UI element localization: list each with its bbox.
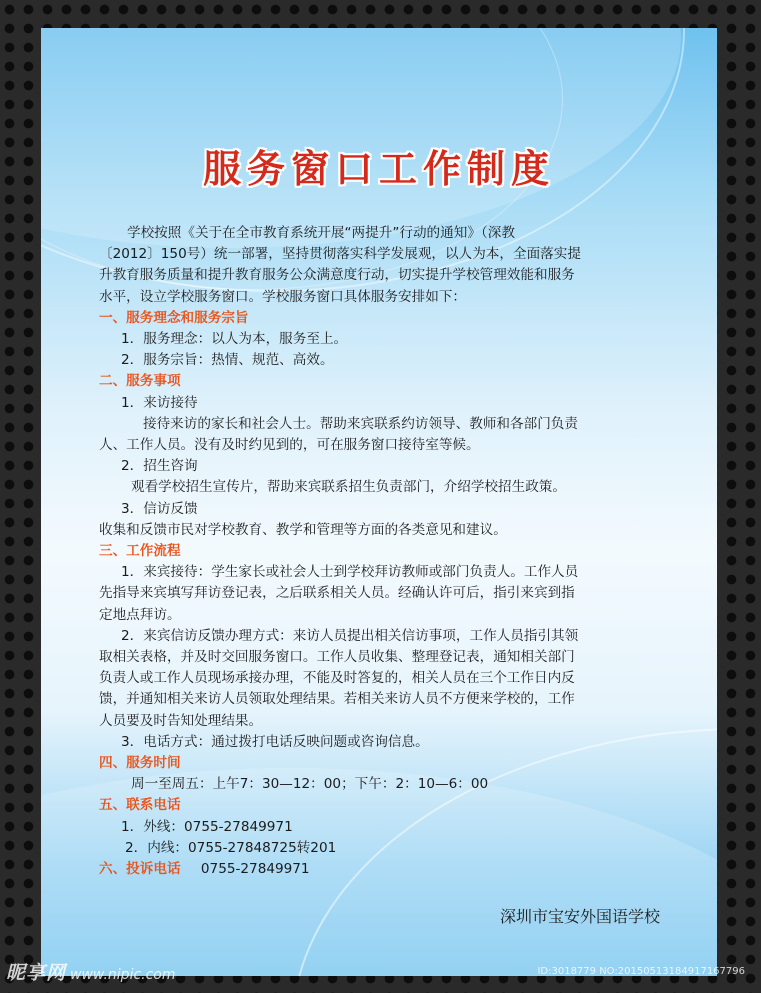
intro-line: 升教育服务质量和提升教育服务公众满意度行动，切实提升学校管理效能和服务	[99, 267, 575, 284]
paragraph-line: 人、工作人员。没有及时约见到的，可在服务窗口接待室等候。	[99, 437, 480, 454]
list-item: 3．信访反馈	[121, 500, 198, 517]
image-id-caption: ID:3018779 NO:20150513184917167796	[537, 966, 745, 977]
phone-external: 1．外线：0755-27849971	[121, 818, 293, 835]
intro-line: 水平，设立学校服务窗口。学校服务窗口具体服务安排如下：	[99, 288, 467, 305]
section-heading: 五、联系电话	[99, 797, 181, 814]
paragraph-line: 1．来宾接待：学生家长或社会人士到学校拜访教师或部门负责人。工作人员	[121, 564, 579, 581]
watermark-logo	[6, 958, 176, 985]
paragraph-line: 观看学校招生宣传片，帮助来宾联系招生负责部门，介绍学校招生政策。	[131, 479, 566, 496]
section-heading: 一、服务理念和服务宗旨	[99, 309, 249, 326]
section-heading: 四、服务时间	[99, 755, 181, 772]
list-item: 2．服务宗旨：热情、规范、高效。	[121, 352, 334, 369]
watermark-brand: 昵享网	[6, 962, 67, 984]
section-heading: 六、投诉电话	[99, 861, 181, 878]
paragraph-line: 2．来宾信访反馈办理方式：来访人员提出相关信访事项，工作人员指引其领	[121, 627, 579, 644]
document-body	[99, 223, 667, 880]
paragraph-line: 人员要及时告知处理结果。	[99, 712, 263, 729]
paragraph-line: 定地点拜访。	[99, 606, 181, 623]
paragraph-line: 3．电话方式：通过拨打电话反映问题或咨询信息。	[121, 733, 429, 750]
page-title: 服务窗口工作制度	[202, 146, 555, 191]
intro-line: 学校按照《关于在全市教育系统开展“两提升”行动的通知》（深教	[127, 225, 515, 241]
paragraph-line: 取相关表格，并及时交回服务窗口。工作人员收集、整理登记表，通知相关部门	[99, 649, 575, 666]
complaint-phone: 0755-27849971	[200, 861, 310, 878]
watermark-url: www.nipic.com	[70, 967, 176, 983]
complaint-line	[99, 859, 667, 880]
intro-line: 〔2012〕150号）统一部署，坚持贯彻落实科学发展观，以人为本，全面落实提	[99, 246, 581, 263]
section-heading: 二、服务事项	[99, 373, 181, 390]
list-item: 1．来访接待	[121, 394, 198, 411]
paragraph-line: 先指导来宾填写拜访登记表，之后联系相关人员。经确认许可后，指引来宾到指	[99, 585, 575, 602]
list-item: 1．服务理念：以人为本，服务至上。	[121, 331, 348, 348]
list-item: 2．招生咨询	[121, 458, 198, 475]
paragraph-line: 收集和反馈市民对学校教育、教学和管理等方面的各类意见和建议。	[99, 521, 507, 538]
school-signature: 深圳市宝安外国语学校	[499, 907, 660, 926]
section-heading: 三、工作流程	[99, 543, 181, 560]
paragraph-line: 负责人或工作人员现场承接办理，不能及时答复的，相关人员在三个工作日内反	[99, 670, 575, 687]
paragraph-line: 接待来访的家长和社会人士。帮助来宾联系约访领导、教师和各部门负责	[143, 415, 578, 432]
phone-internal: 2．内线：0755-27848725转201	[125, 839, 337, 856]
service-hours: 周一至周五：上午7：30—12：00；下午：2：10—6：00	[131, 776, 489, 793]
paragraph-line: 馈，并通知相关来访人员领取处理结果。若相关来访人员不方便来学校的，工作	[99, 691, 575, 708]
